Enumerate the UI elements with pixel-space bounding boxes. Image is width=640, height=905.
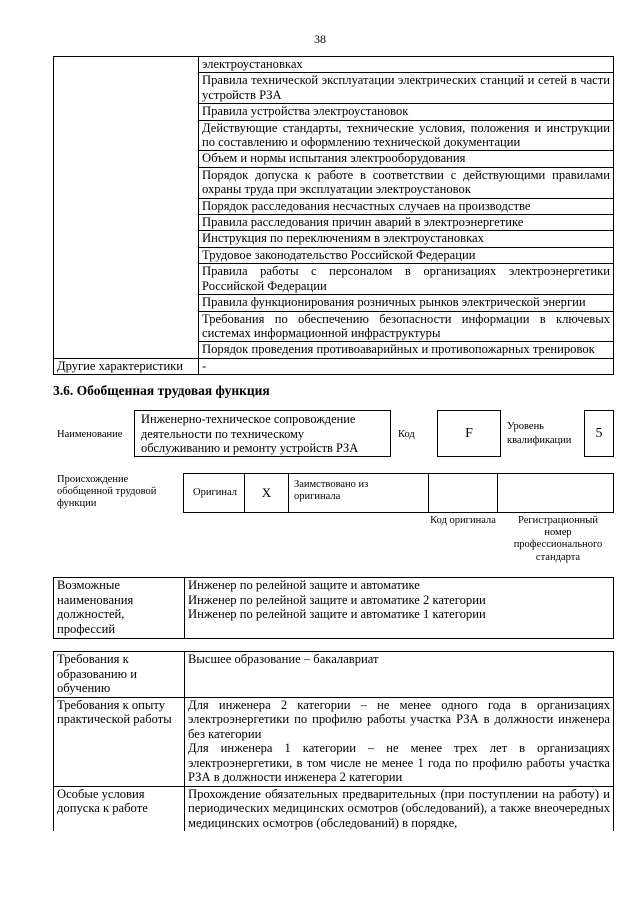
special-conditions-label: Особые условия допуска к работе (54, 786, 185, 831)
code-original-cell (428, 473, 498, 513)
level-box: 5 (584, 410, 614, 457)
page-number: 38 (314, 32, 326, 46)
special-conditions-value: Прохождение обязательных предварительных (при поступлении на работу) и периодических медицинских осмотров (обследований), а также внеочередных медицинских осмотров (обследований) в порядке, (185, 786, 614, 831)
list-item: Инженер по релейной защите и автоматике 1 категории (188, 607, 486, 621)
code-box: F (437, 410, 501, 457)
code-label: Код (398, 429, 415, 440)
other-characteristics-value: - (199, 358, 614, 374)
table-row: Требования по обеспечению безопасности информации в ключевых системах информационной инфраструктуры (199, 311, 614, 342)
original-mark: X (261, 485, 272, 500)
table-row: Действующие стандарты, технические условия, положения и инструкции по составлению и оформлению технической документации (199, 120, 614, 151)
experience-item: Для инженера 2 категории – не менее одного года в организациях электроэнергетики по профилю работы участка РЗА в должности инженера без категории (188, 697, 610, 741)
level-label: Уровень квалификации (507, 421, 572, 446)
list-item: Инженер по релейной защите и автоматике 2 категории (188, 592, 486, 607)
table-row: электроустановках (199, 57, 614, 73)
education-value: Высшее образование – бакалавриат (185, 652, 614, 698)
list-item: Инженер по релейной защите и автоматике (188, 578, 420, 592)
section-title: 3.6. Обобщенная трудовая функция (53, 383, 270, 398)
table-row: Порядок допуска к работе в соответствии с действующими правилами охраны труда при эксплуатации электроустановок (199, 167, 614, 198)
positions-table (53, 577, 614, 639)
experience-item: Для инженера 1 категории – не менее трех лет в организациях электроэнергетики, в том числе не менее 1 года по профилю работы участка РЗА в должности инженера 2 категории (188, 741, 610, 784)
code-original-label: Код оригинала (430, 515, 496, 526)
requirements-table (53, 651, 614, 831)
education-label: Требования к образованию и обучению (54, 652, 185, 698)
borrowed-label: Заимствовано из оригинала (294, 479, 369, 503)
table-row: Правила устройства электроустановок (199, 104, 614, 120)
table-row: Правила работы с персоналом в организациях электроэнергетики Российской Федерации (199, 264, 614, 295)
table-row: Трудовое законодательство Российской Федерации (199, 247, 614, 263)
reg-number-label: Регистрационный номер профессионального стандарта (513, 515, 603, 563)
positions-list (185, 578, 614, 639)
experience-label: Требования к опыту практической работы (54, 697, 185, 786)
table-row: Правила технической эксплуатации электрических станций и сетей в части устройств РЗА (199, 73, 614, 104)
function-name-box: Инженерно-техническое сопровождение деятельности по техническому обслуживанию и ремонту устройств РЗА (134, 410, 391, 457)
table-row: Правила функционирования розничных рынков электрической энергии (199, 295, 614, 311)
table-left-cell-empty (54, 57, 199, 359)
positions-label: Возможные наименования должностей, профессий (54, 578, 185, 639)
table-row: Объем и нормы испытания электрооборудования (199, 151, 614, 167)
table-row: Инструкция по переключениям в электроустановках (199, 231, 614, 247)
experience-value (185, 697, 614, 786)
original-label: Оригинал (193, 487, 237, 498)
table-row: Порядок расследования несчастных случаев на производстве (199, 198, 614, 214)
table-row: Порядок проведения противоаварийных и противопожарных тренировок (199, 342, 614, 358)
knowledge-table (53, 56, 614, 375)
table-row: Правила расследования причин аварий в электроэнергетике (199, 215, 614, 231)
name-label: Наименование (57, 429, 123, 440)
other-characteristics-label: Другие характеристики (54, 358, 199, 374)
origin-label: Происхождение обобщенной трудовой функции (57, 474, 157, 510)
